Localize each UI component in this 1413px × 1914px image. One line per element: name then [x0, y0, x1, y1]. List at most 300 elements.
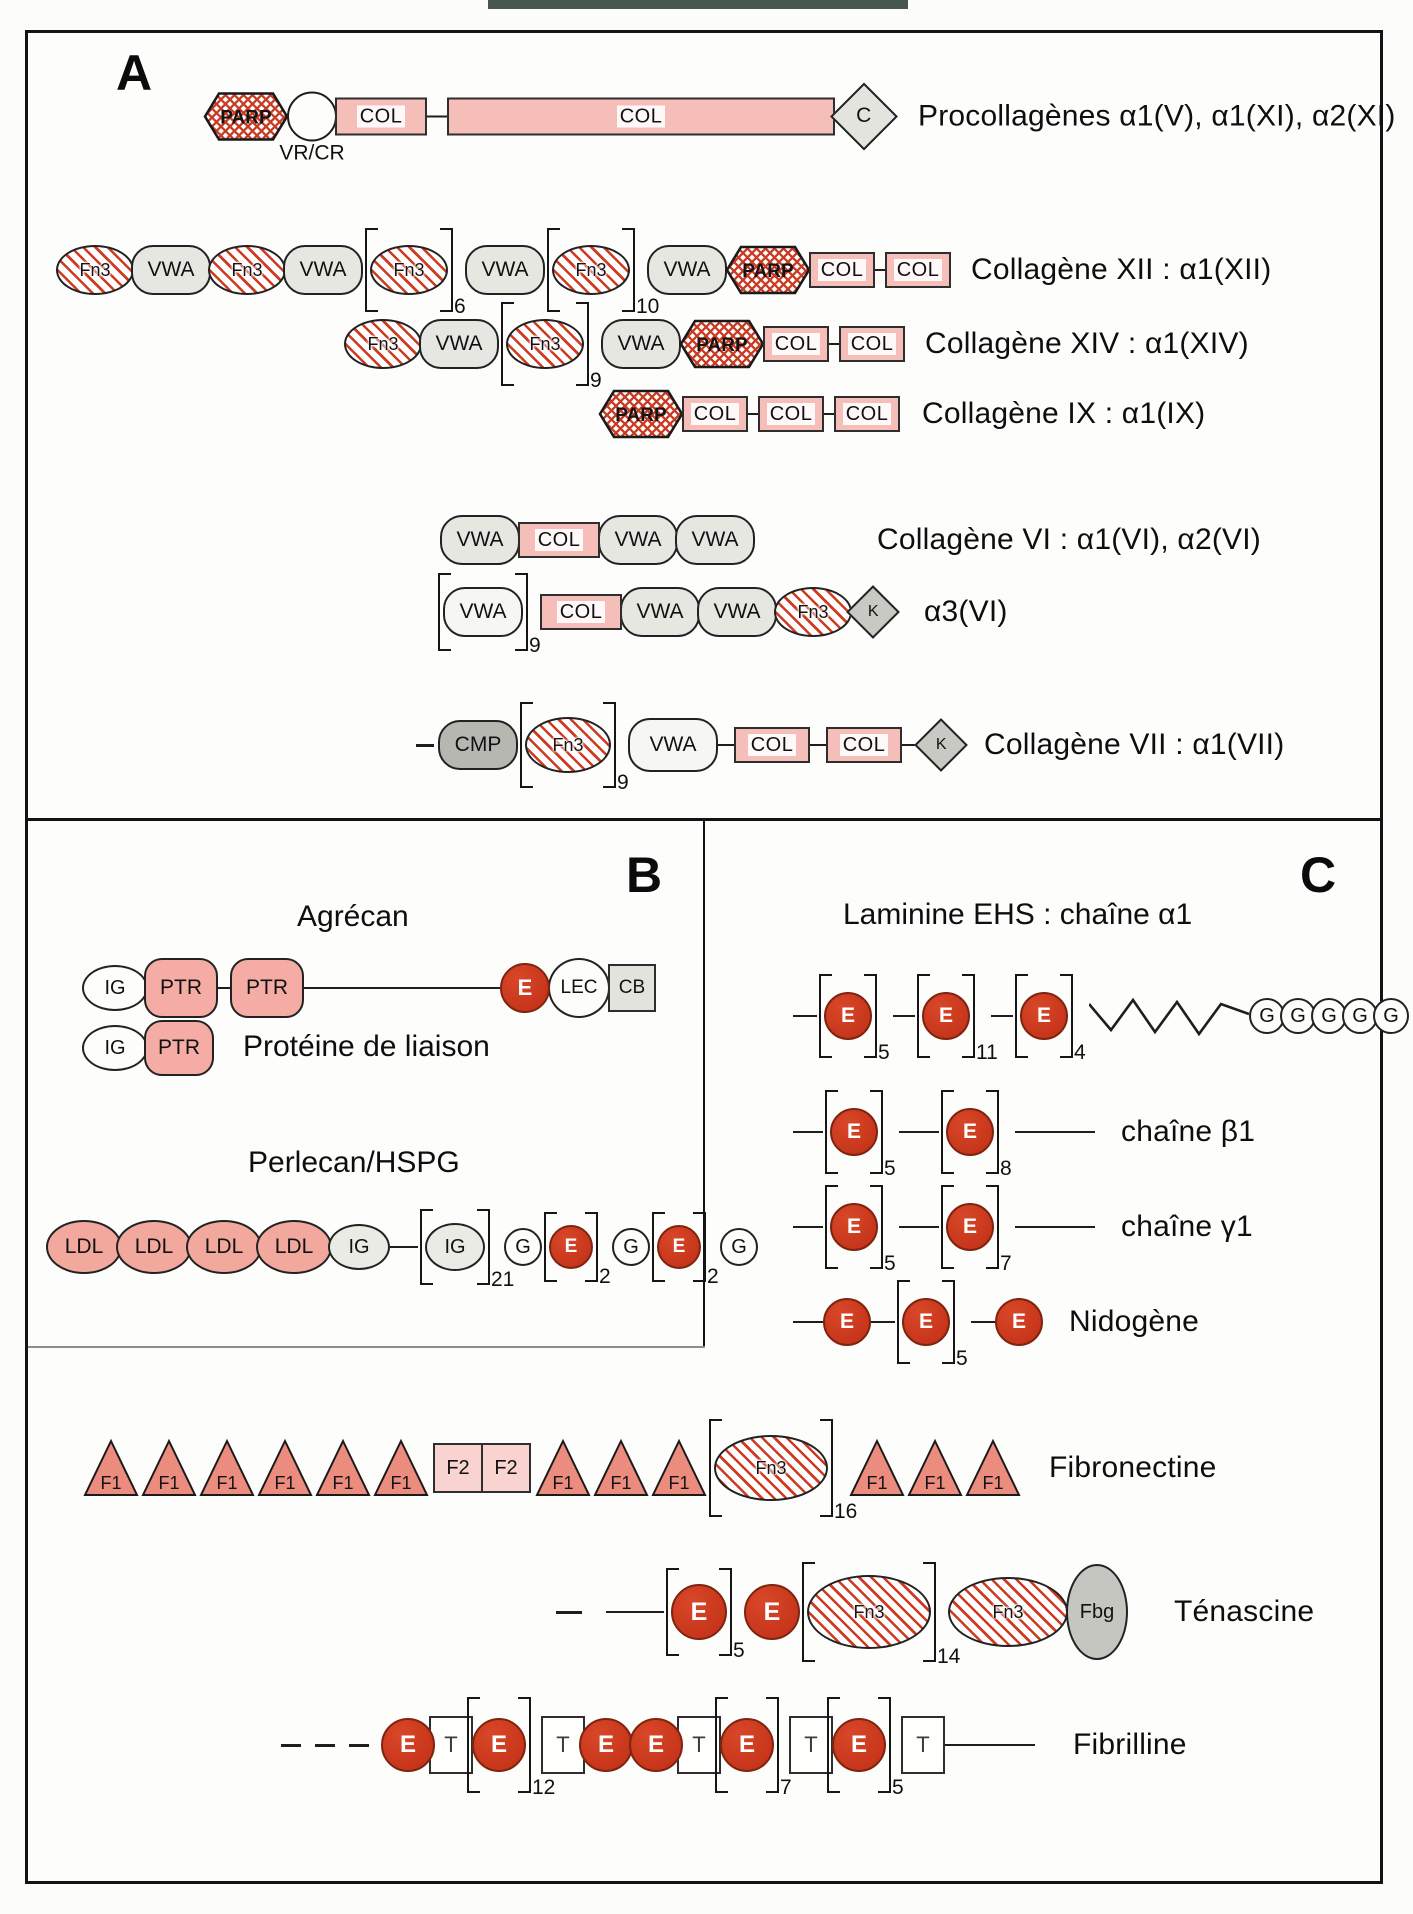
svg-text:PARP: PARP	[615, 405, 667, 426]
molecule-row-collagene-vi	[440, 515, 1261, 565]
eg-module-domain	[946, 1203, 994, 1251]
g-label: G	[1383, 1004, 1399, 1027]
ell-label: IG	[444, 1235, 466, 1258]
col-domain	[758, 396, 824, 432]
rrect-label: VWA	[663, 258, 711, 281]
col-label: COL	[357, 105, 406, 127]
repeat-count: 9	[590, 369, 602, 392]
repeat-count: 5	[892, 1776, 904, 1799]
t-domain	[901, 1716, 945, 1774]
sq-label: T	[916, 1732, 930, 1757]
molecule-row-laminine-g1	[793, 1185, 1253, 1275]
repeat-bracket	[365, 228, 466, 318]
ldl-domain	[116, 1220, 192, 1274]
repeat-bracket	[652, 1212, 719, 1288]
molecule-row-laminine-a1	[793, 974, 1409, 1064]
f1-domain	[373, 1438, 429, 1498]
svg-text:F1: F1	[552, 1473, 574, 1493]
row-label-nidogene: Nidogène	[1069, 1305, 1200, 1338]
eg-module-domain	[629, 1718, 683, 1772]
rrect-label: VWA	[649, 733, 697, 756]
eg-module-domain	[549, 1225, 593, 1269]
eg-module-domain	[1020, 992, 1068, 1040]
ig-domain	[82, 1025, 148, 1071]
ell-label: LEC	[560, 977, 598, 998]
e-label: E	[490, 1731, 507, 1758]
col-domain	[763, 326, 829, 362]
e-label: E	[1011, 1310, 1026, 1333]
fn3-domain	[807, 1575, 931, 1649]
e-label: E	[564, 1236, 578, 1257]
g-label: G	[731, 1235, 747, 1258]
ldl-domain	[46, 1220, 122, 1274]
molecule-row-nidogene	[793, 1280, 1200, 1370]
svg-text:PARP: PARP	[742, 261, 794, 282]
f1-domain	[651, 1438, 707, 1498]
repeat-bracket	[547, 228, 660, 318]
parp-domain	[679, 318, 765, 370]
repeat-count: 4	[1074, 1041, 1086, 1064]
row-label-laminine-g1: chaîne γ1	[1121, 1210, 1253, 1243]
svg-text:F1: F1	[158, 1473, 180, 1493]
fn3-domain	[552, 245, 630, 295]
molecule-row-procollagene	[203, 84, 1396, 164]
connector-line	[427, 115, 447, 117]
repeat-bracket	[520, 702, 629, 794]
bracket-right	[515, 573, 528, 651]
repeat-bracket	[917, 974, 998, 1064]
e-label: E	[962, 1120, 977, 1143]
f1-domain	[315, 1438, 371, 1498]
sq-label: T	[692, 1732, 706, 1757]
eg-module-domain	[579, 1718, 633, 1772]
molecule-row-agrecan	[82, 958, 656, 1018]
fbg-domain	[1066, 1564, 1128, 1660]
connector-line	[1015, 1226, 1095, 1228]
f1-domain	[849, 1438, 905, 1498]
laminin-title: Laminine EHS : chaîne α1	[843, 898, 1193, 931]
parp-domain	[598, 388, 684, 440]
cmp-domain	[438, 720, 518, 770]
col-domain	[447, 97, 835, 135]
g-domain	[612, 1228, 650, 1266]
connector-line	[1015, 1131, 1095, 1133]
svg-text:F1: F1	[668, 1473, 690, 1493]
g-domain	[1373, 998, 1409, 1034]
col-label: COL	[894, 259, 943, 281]
g-label: G	[1290, 1004, 1306, 1027]
e-label: E	[962, 1215, 977, 1238]
g-label: G	[515, 1235, 531, 1258]
vwa-domain	[598, 515, 678, 565]
eg-module-domain	[830, 1108, 878, 1156]
ell-label: LDL	[64, 1235, 104, 1258]
eg-module-domain	[671, 1584, 727, 1640]
molecule-row-collagene-xii	[56, 228, 1272, 318]
svg-text:F1: F1	[610, 1473, 632, 1493]
row-label-collagene-vi: Collagène VI : α1(VI), α2(VI)	[877, 523, 1261, 556]
e-label: E	[846, 1215, 861, 1238]
svg-text:F1: F1	[332, 1473, 354, 1493]
repeat-bracket	[819, 974, 890, 1064]
col-label: COL	[557, 601, 606, 623]
bracket-right	[923, 1562, 936, 1662]
rrect-label: VWA	[456, 528, 504, 551]
molecule-row-perlecan	[46, 1209, 758, 1291]
molecule-row-collagene-ix	[598, 388, 1205, 440]
svg-text:F1: F1	[924, 1473, 946, 1493]
sq-label: T	[556, 1732, 570, 1757]
chain-dash	[315, 1744, 335, 1747]
vwa-domain	[675, 515, 755, 565]
col-label: COL	[772, 333, 821, 355]
fn3-label: Fn3	[853, 1601, 885, 1622]
panel-b-letter: B	[626, 847, 663, 903]
chain-dash	[349, 1744, 369, 1747]
vwa-domain	[697, 587, 777, 637]
dia-label: K	[867, 602, 879, 620]
svg-text:F1: F1	[216, 1473, 238, 1493]
dia-label: K	[935, 735, 947, 753]
fn3-label: Fn3	[367, 333, 399, 354]
svg-text:F1: F1	[866, 1473, 888, 1493]
rrect-label: CMP	[454, 733, 502, 756]
repeat-bracket	[666, 1568, 745, 1662]
k-domain	[848, 587, 898, 637]
molecule-row-tenascine	[556, 1562, 1315, 1668]
fn3-domain	[56, 245, 134, 295]
f1-domain	[199, 1438, 255, 1498]
connector-line	[718, 744, 734, 746]
eg-module-domain	[824, 992, 872, 1040]
rrect-label: VWA	[435, 332, 483, 355]
diamond-shape	[914, 718, 968, 772]
svg-text:F1: F1	[100, 1473, 122, 1493]
ptr-domain	[144, 1020, 214, 1076]
rrect-label: VWA	[481, 258, 529, 281]
bracket-right	[820, 1419, 833, 1517]
col-label: COL	[840, 734, 889, 756]
repeat-bracket	[467, 1697, 556, 1799]
panel-c-letter: C	[1300, 847, 1337, 903]
connector-line	[793, 1321, 823, 1323]
repeat-count: 16	[834, 1500, 858, 1523]
g-label: G	[1259, 1004, 1275, 1027]
scan-artifact-strip	[488, 0, 908, 9]
molecule-row-collagene-xiv	[344, 302, 1249, 392]
row-label-collagene-vi-a3: α3(VI)	[924, 595, 1008, 628]
col-label: COL	[535, 529, 584, 551]
eg-module-domain	[830, 1203, 878, 1251]
connector-line	[991, 1015, 1013, 1017]
connector-line	[793, 1015, 817, 1017]
panel-a-letter: A	[116, 45, 153, 101]
vwa-domain	[620, 587, 700, 637]
vr-cr-domain	[279, 91, 345, 164]
repeat-count: 11	[976, 1041, 998, 1064]
connector-line	[871, 1321, 895, 1323]
vwa-domain	[131, 245, 211, 295]
connector-line	[971, 1321, 995, 1323]
f1-domain	[83, 1438, 139, 1498]
liaison-title: Protéine de liaison	[243, 1030, 490, 1063]
fn3-label: Fn3	[575, 259, 607, 280]
ell-label: LDL	[274, 1235, 314, 1258]
connector-line	[893, 1015, 915, 1017]
vwa-domain	[283, 245, 363, 295]
rrect-label: PTR	[246, 976, 288, 999]
vwa-domain	[647, 245, 727, 295]
fn3-domain	[948, 1577, 1068, 1647]
molecule-row-collagene-vii	[416, 702, 1285, 794]
repeat-count: 5	[884, 1157, 896, 1180]
col-domain	[682, 396, 748, 432]
fn3-label: Fn3	[552, 734, 584, 755]
col-domain	[834, 396, 900, 432]
e-label: E	[850, 1731, 867, 1758]
eg-module-domain	[995, 1298, 1043, 1346]
parp-domain	[203, 90, 289, 142]
panel-b-bottom-border	[28, 1346, 705, 1348]
f1-domain	[257, 1438, 313, 1498]
rrect-label: VWA	[617, 332, 665, 355]
sq-label: CB	[618, 977, 646, 998]
g-label: G	[623, 1235, 639, 1258]
vwa-domain	[419, 319, 499, 369]
svg-text:PARP: PARP	[220, 107, 272, 128]
sq-label: T	[804, 1732, 818, 1757]
rrect-label: PTR	[160, 976, 202, 999]
connector-line	[945, 1744, 1035, 1746]
ell-label: IG	[104, 1036, 126, 1059]
svg-text:F1: F1	[274, 1473, 296, 1493]
perlecan-title: Perlecan/HSPG	[248, 1146, 460, 1179]
vr-cr-label: VR/CR	[279, 141, 345, 164]
sq-label: T	[444, 1732, 458, 1757]
g-domain	[504, 1228, 542, 1266]
rrect-label: VWA	[713, 600, 761, 623]
f1-domain	[907, 1438, 963, 1498]
repeat-bracket	[897, 1280, 968, 1370]
col-domain	[885, 252, 951, 288]
row-label-collagene-vii: Collagène VII : α1(VII)	[984, 728, 1285, 761]
connector-line	[793, 1131, 823, 1133]
e-label: E	[647, 1731, 664, 1758]
row-label-fibronectine: Fibronectine	[1049, 1451, 1217, 1484]
col-domain	[335, 97, 427, 135]
repeat-count: 9	[617, 771, 629, 794]
repeat-bracket	[941, 1185, 1012, 1275]
eg-module-domain	[472, 1718, 526, 1772]
ldl-domain	[256, 1220, 332, 1274]
molecule-row-fibrilline	[281, 1697, 1187, 1799]
repeat-count: 7	[1000, 1252, 1012, 1275]
rrect-label: VWA	[459, 600, 507, 623]
rrect-label: VWA	[147, 258, 195, 281]
e-label: E	[690, 1597, 708, 1626]
fn3-label: Fn3	[992, 1601, 1024, 1622]
repeat-bracket	[941, 1090, 1012, 1180]
eg-module-domain	[922, 992, 970, 1040]
repeat-count: 5	[956, 1347, 968, 1370]
f1-domain	[535, 1438, 591, 1498]
repeat-bracket	[544, 1212, 611, 1288]
lec-domain	[548, 958, 610, 1018]
connector-line	[899, 1131, 939, 1133]
vwa-domain	[601, 319, 681, 369]
row-label-collagene-xii: Collagène XII : α1(XII)	[971, 253, 1272, 286]
e-label: E	[918, 1310, 933, 1333]
col-label: COL	[748, 734, 797, 756]
repeat-count: 5	[878, 1041, 890, 1064]
fn3-domain	[370, 245, 448, 295]
bracket-right	[576, 302, 589, 386]
col-domain	[839, 326, 905, 362]
repeat-count: 8	[1000, 1157, 1012, 1180]
eg-module-domain	[823, 1298, 871, 1346]
e-label: E	[738, 1731, 755, 1758]
rrect-label: PTR	[158, 1036, 200, 1059]
fn3-label: Fn3	[529, 333, 561, 354]
col-domain	[540, 594, 622, 630]
eg-module-domain	[744, 1584, 800, 1640]
fn3-domain	[714, 1435, 828, 1501]
chain-dash	[556, 1611, 582, 1614]
fn3-label: Fn3	[797, 601, 829, 622]
eg-module-domain	[657, 1225, 701, 1269]
vwa-domain	[443, 587, 523, 637]
f2-domain	[433, 1443, 483, 1493]
row-label-fibrilline: Fibrilline	[1073, 1728, 1187, 1761]
e-label: E	[399, 1731, 416, 1758]
parp-domain	[725, 244, 811, 296]
molecule-row-proteine-liaison	[82, 1020, 214, 1076]
connector-line	[793, 1226, 823, 1228]
sq-label: F2	[446, 1456, 470, 1479]
e-label: E	[938, 1004, 953, 1027]
f1-domain	[141, 1438, 197, 1498]
connector-line	[810, 744, 826, 746]
ell-label: LDL	[204, 1235, 244, 1258]
fn3-domain	[774, 587, 852, 637]
ldl-domain	[186, 1220, 262, 1274]
col-domain	[734, 727, 810, 763]
ell-label: LDL	[134, 1235, 174, 1258]
eg-module-domain	[720, 1718, 774, 1772]
fn3-label: Fn3	[755, 1457, 787, 1478]
fn3-label: Fn3	[79, 259, 111, 280]
connector-line	[606, 1611, 664, 1613]
e-label: E	[517, 975, 533, 1000]
col-label: COL	[843, 403, 892, 425]
eg-module-domain	[946, 1108, 994, 1156]
eg-module-domain	[832, 1718, 886, 1772]
bracket-right	[440, 228, 453, 312]
e-label: E	[1036, 1004, 1051, 1027]
diamond-shape	[846, 585, 900, 639]
connector-line	[748, 413, 758, 415]
svg-text:F1: F1	[390, 1473, 412, 1493]
chain-dash	[416, 744, 434, 747]
repeat-bracket	[501, 302, 602, 392]
ig-domain	[328, 1224, 390, 1270]
col-label: COL	[848, 333, 897, 355]
molecule-row-laminine-b1	[793, 1090, 1256, 1180]
col-domain	[518, 522, 600, 558]
g-domain	[720, 1228, 758, 1266]
connector-line	[304, 987, 500, 989]
diamond-shape	[830, 82, 898, 150]
f2-domain	[481, 1443, 531, 1493]
zigzag-link	[1089, 984, 1249, 1048]
e-label: E	[763, 1597, 781, 1626]
vwa-domain	[465, 245, 545, 295]
connector-line	[824, 413, 834, 415]
row-label-collagene-xiv: Collagène XIV : α1(XIV)	[925, 327, 1249, 360]
ig-domain	[425, 1223, 485, 1271]
agrecan-title: Agrécan	[297, 900, 409, 933]
e-label: E	[846, 1120, 861, 1143]
f1-domain	[593, 1438, 649, 1498]
dia-label: C	[855, 103, 872, 127]
e-label: E	[597, 1731, 614, 1758]
fn3-domain	[506, 319, 584, 369]
repeat-count: 7	[780, 1776, 792, 1799]
svg-text:PARP: PARP	[696, 335, 748, 356]
eg-module-domain	[902, 1298, 950, 1346]
col-label: COL	[691, 403, 740, 425]
repeat-bracket	[802, 1562, 961, 1668]
repeat-bracket	[827, 1697, 904, 1799]
ell-label: IG	[348, 1235, 370, 1258]
row-label-laminine-b1: chaîne β1	[1121, 1115, 1256, 1148]
rrect-label: VWA	[691, 528, 739, 551]
bracket-right	[477, 1209, 490, 1285]
repeat-count: 6	[454, 295, 466, 318]
g-label: G	[1321, 1004, 1337, 1027]
rrect-label: VWA	[299, 258, 347, 281]
sq-label: F2	[494, 1456, 518, 1479]
repeat-count: 21	[491, 1268, 515, 1291]
connector-line	[829, 343, 839, 345]
e-label: E	[672, 1236, 686, 1257]
ptr-domain	[144, 958, 218, 1018]
row-label-tenascine: Ténascine	[1174, 1595, 1315, 1628]
g-label: G	[1352, 1004, 1368, 1027]
bracket-right	[603, 702, 616, 788]
repeat-bracket	[825, 1090, 896, 1180]
repeat-count: 9	[529, 634, 541, 657]
repeat-count: 2	[599, 1265, 611, 1288]
repeat-count: 12	[532, 1776, 556, 1799]
fn3-domain	[344, 319, 422, 369]
fn3-domain	[525, 717, 611, 773]
f1-domain	[965, 1438, 1021, 1498]
eg-module-domain	[500, 963, 550, 1013]
vwa-domain	[628, 718, 718, 772]
repeat-bracket	[715, 1697, 792, 1799]
ell-label: IG	[104, 976, 126, 999]
repeat-bracket	[420, 1209, 515, 1291]
molecule-row-collagene-vi-a3	[436, 573, 1008, 657]
connector-line	[899, 1226, 939, 1228]
col-label: COL	[818, 259, 867, 281]
fn3-label: Fn3	[231, 259, 263, 280]
eg-module-domain	[381, 1718, 435, 1772]
svg-text:F1: F1	[982, 1473, 1004, 1493]
rrect-label: VWA	[636, 600, 684, 623]
ptr-domain	[230, 958, 304, 1018]
